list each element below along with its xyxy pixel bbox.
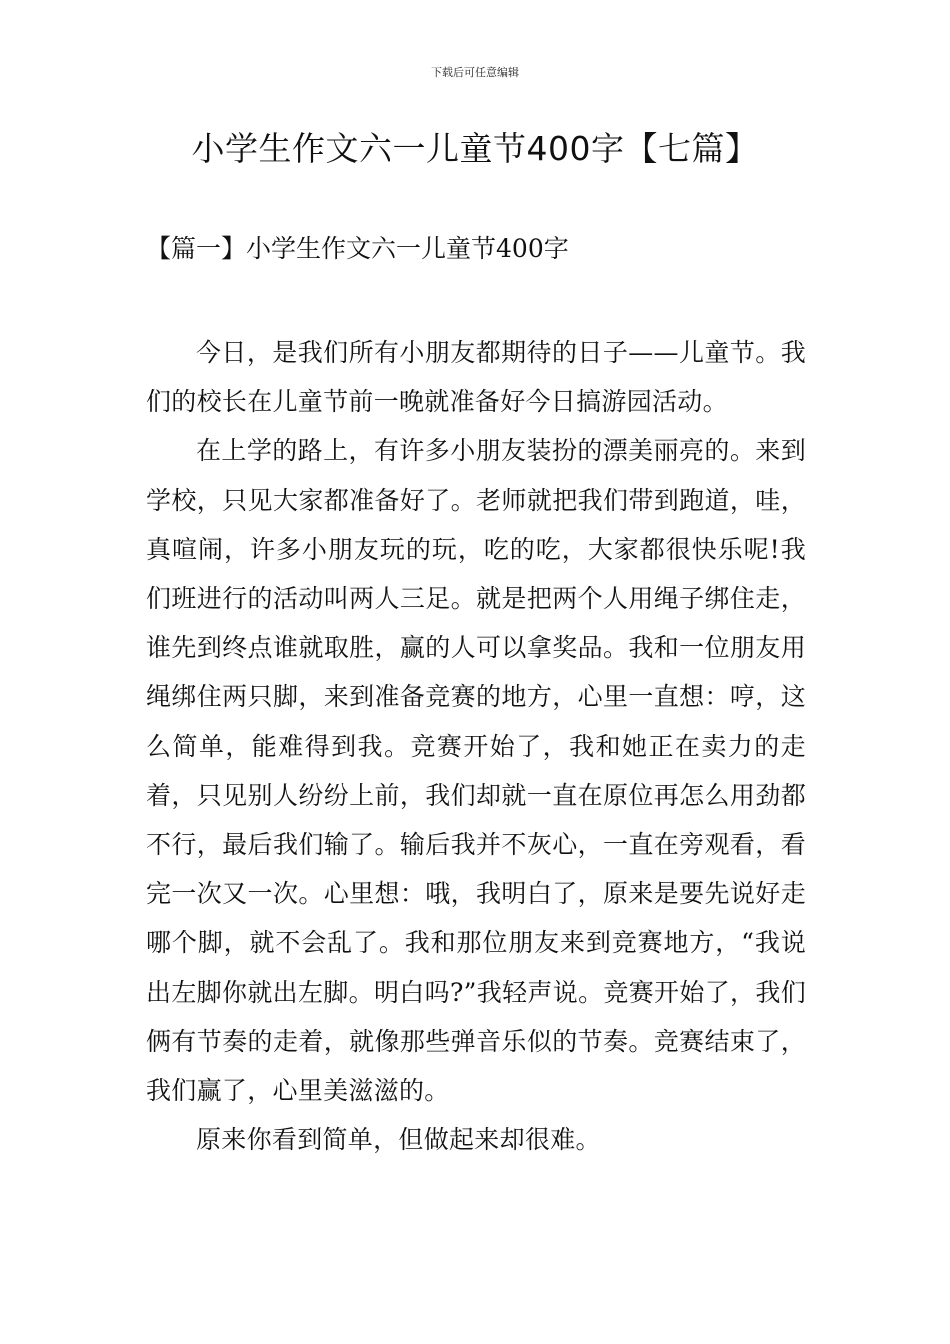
body-text (146, 328, 806, 1164)
paragraph: 在上学的路上，有许多小朋友装扮的漂美丽亮的。来到学校，只见大家都准备好了。老师就把我们带到跑道，哇，真喧闹，许多小朋友玩的玩，吃的吃，大家都很快乐呢!我们班进行的活动叫两人三足。就是把两个人用绳子绑住走，谁先到终点谁就取胜，赢的人可以拿奖品。我和一位朋友用绳绑住两只脚，来到准备竞赛的地方，心里一直想：哼，这么简单，能难得到我。竞赛开始了，我和她正在卖力的走着，只见别人纷纷上前，我们却就一直在原位再怎么用劲都不行，最后我们输了。输后我并不灰心，一直在旁观看，看完一次又一次。心里想：哦，我明白了，原来是要先说好走哪个脚，就不会乱了。我和那位朋友来到竞赛地方，“我说出左脚你就出左脚。明白吗?”我轻声说。竞赛开始了，我们俩有节奏的走着，就像那些弹音乐似的节奏。竞赛结束了，我们赢了，心里美滋滋的。 (146, 436, 806, 1106)
header-note: 下载后可任意编辑 (431, 66, 519, 79)
paragraph: 今日，是我们所有小朋友都期待的日子——儿童节。我们的校长在儿童节前一晚就准备好今日搞游园活动。 (146, 338, 806, 417)
section-heading: 【篇一】小学生作文六一儿童节400字 (146, 234, 569, 263)
paragraph: 原来你看到简单，但做起来却很难。 (196, 1125, 601, 1155)
document-title: 小学生作文六一儿童节400字【七篇】 (191, 129, 759, 168)
